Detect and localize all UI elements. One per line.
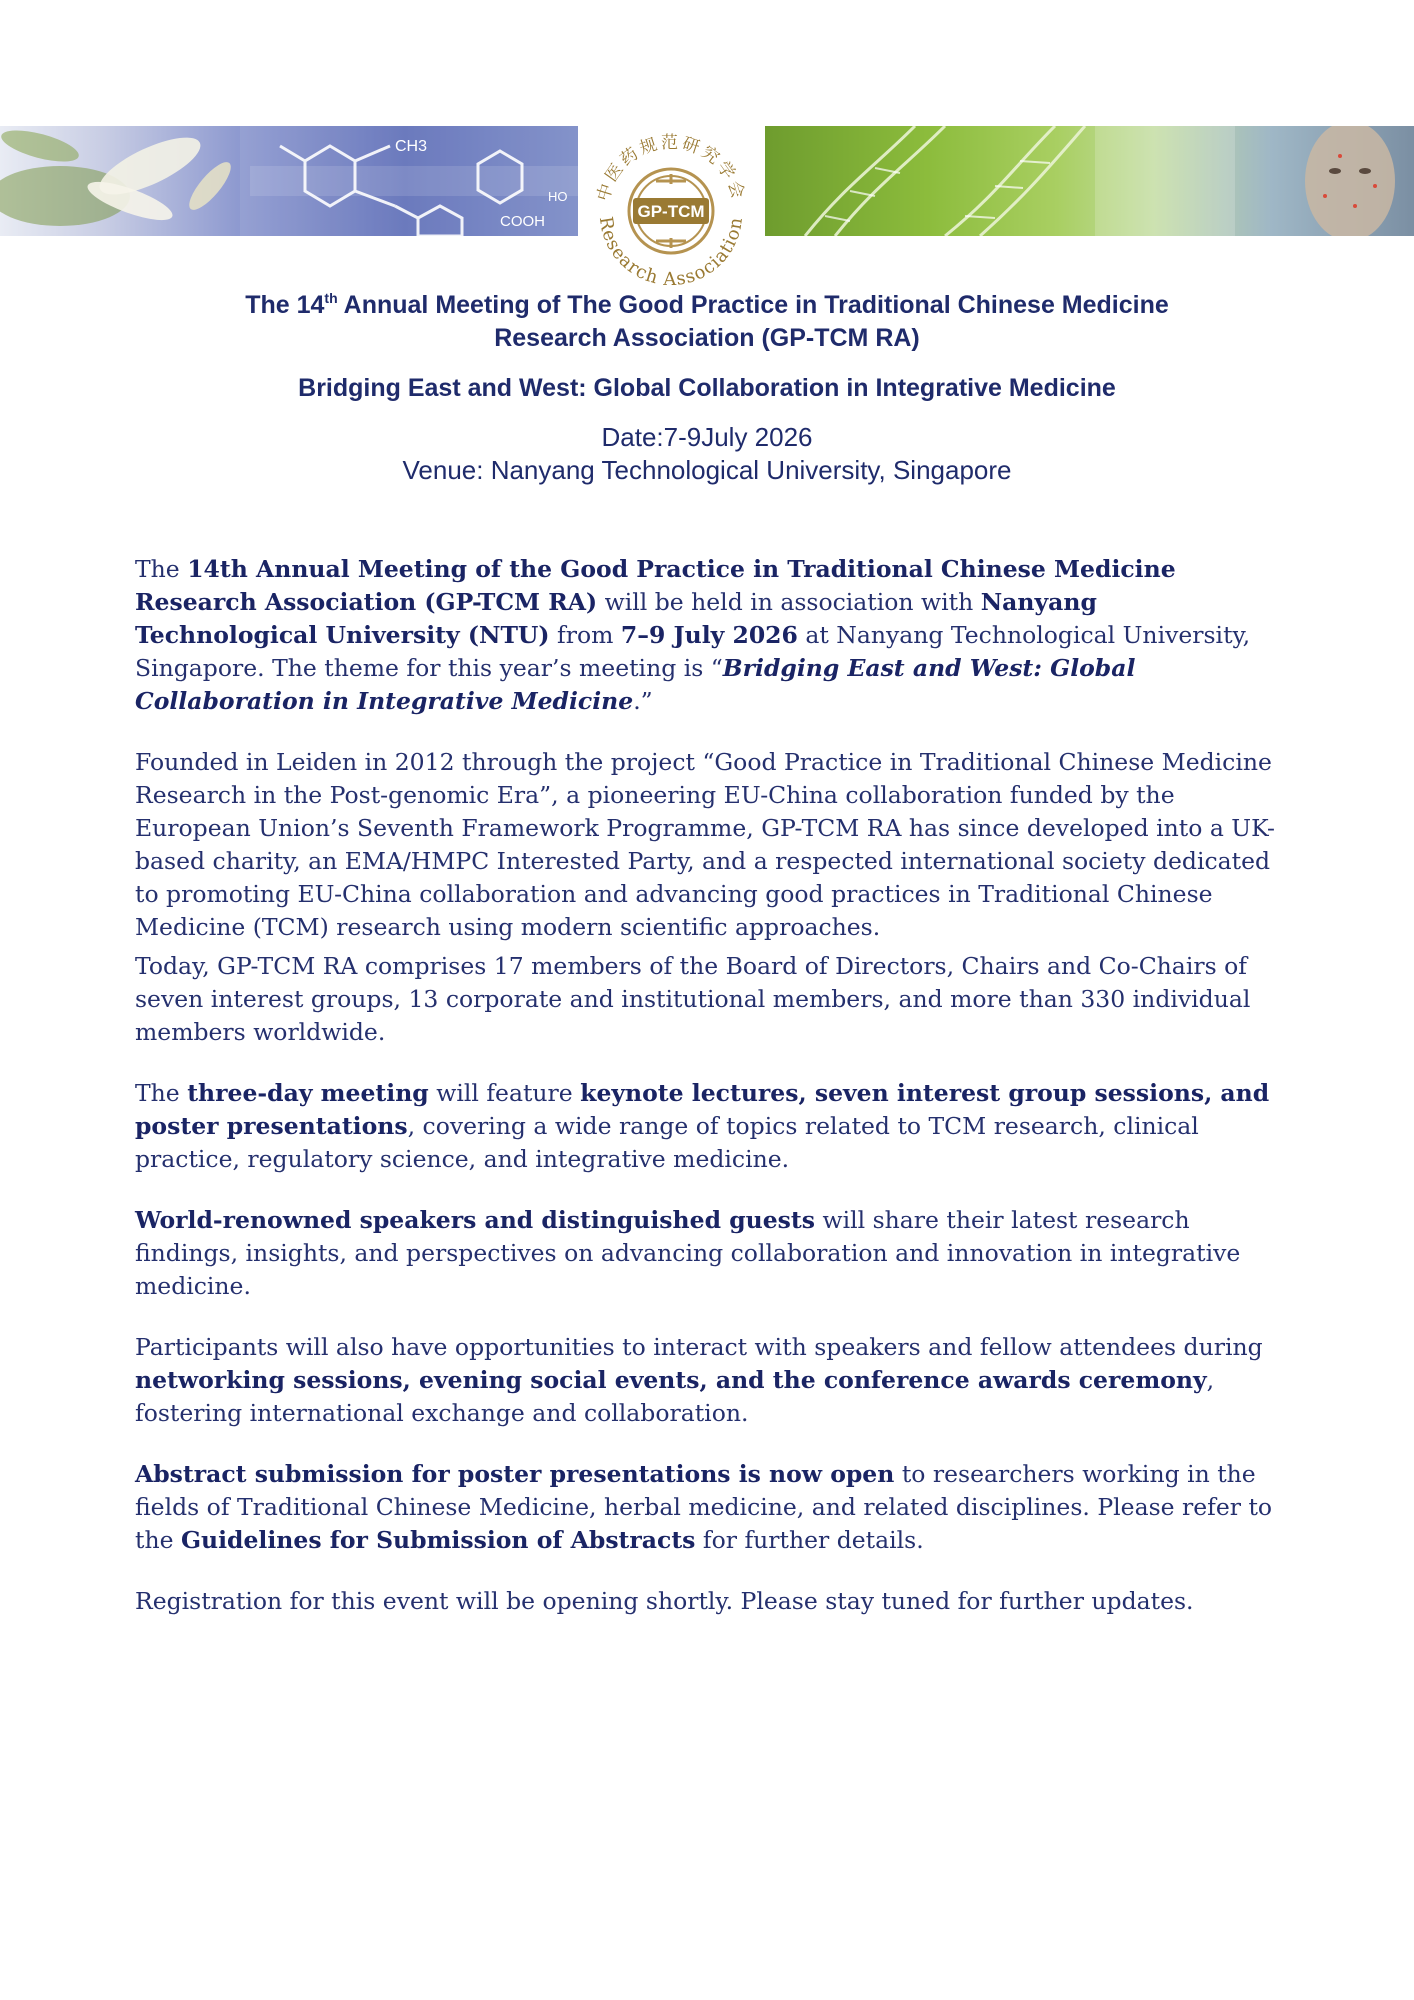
bold-text: three-day meeting [187, 1079, 429, 1107]
title-superscript: th [324, 290, 338, 306]
bold-text: Nanyang Technological University (NTU) [135, 588, 1097, 649]
participants-paragraph [135, 1331, 1285, 1430]
today-paragraph: Today, GP-TCM RA comprises 17 members of the Board of Directors, Chairs and Co-Chairs of seven interest groups, 13 corporate and institutional members, and more than 330 individual members worldwide. [135, 952, 1251, 1046]
title-rest: Annual Meeting of The Good Practice in Traditional Chinese Medicine [337, 291, 1169, 319]
theme-italic: Bridging East and West: Global Collaboration in Integrative Medicine [135, 654, 1136, 715]
text: The [135, 555, 188, 583]
logo-ring-english: Research Association [594, 215, 748, 291]
text: to researchers working in the fields of Traditional Chinese Medicine, herbal medicine, and related disciplines. Please refer to the [135, 1460, 1273, 1554]
bold-text: 7–9 July 2026 [620, 621, 798, 649]
registration-paragraph: Registration for this event will be opening shortly. Please stay tuned for further updates. [135, 1587, 1194, 1615]
intro-paragraph [135, 553, 1285, 718]
meeting-venue: Venue: Nanyang Technological University, Singapore [402, 455, 1012, 485]
header-banner [0, 126, 1414, 291]
text: Participants will also have opportunities to interact with speakers and fellow attendees during [135, 1333, 1263, 1361]
speakers-paragraph [135, 1204, 1285, 1303]
bold-text: networking sessions, evening social events, and the conference awards ceremony [135, 1366, 1207, 1394]
chem-label-ho: HO [548, 189, 568, 204]
text: will feature [428, 1079, 581, 1107]
announcement-body [135, 553, 1285, 1646]
gp-tcm-logo [578, 126, 765, 296]
meeting-date: Date:7-9July 2026 [601, 422, 813, 452]
text: will be held in association with [597, 588, 981, 616]
founded-paragraph: Founded in Leiden in 2012 through the project “Good Practice in Traditional Chinese Medicine Research in the Post-genomic Era”, a pioneering EU-China collaboration funded by the European Union’s Seventh Framework Programme, GP-TCM RA has since developed into a UK-based charity, an EMA/HMPC Interested Party, and a respected international society dedicated to promoting EU-China collaboration and advancing good practices in Traditional Chinese Medicine (TCM) research using modern scientific approaches. [135, 748, 1275, 941]
meeting-title [0, 289, 1414, 355]
bold-text: keynote lectures, seven interest group sessions, and poster presentations [135, 1079, 1270, 1140]
text: The [135, 1079, 188, 1107]
banner-dna-image [765, 126, 1414, 236]
banner-chemistry-image [0, 126, 578, 236]
text: , fostering international exchange and collaboration. [135, 1366, 1215, 1427]
meeting-paragraph [135, 1077, 1285, 1176]
text: .” [633, 687, 653, 715]
guidelines-link-text: Guidelines for Submission of Abstracts [180, 1526, 696, 1554]
text: at Nanyang Technological University, Singapore. The theme for this year’s meeting is “ [135, 621, 1251, 682]
logo-text: GP-TCM [637, 202, 705, 221]
abstract-paragraph [135, 1458, 1285, 1557]
meeting-theme: Bridging East and West: Global Collaboration in Integrative Medicine [298, 374, 1116, 402]
meeting-title-line1 [0, 289, 1414, 322]
text: will share their latest research findings, insights, and perspectives on advancing collaboration and innovation in integrative medicine. [135, 1206, 1241, 1300]
chem-label-cooh: COOH [500, 213, 545, 230]
meeting-title-line2: Research Association (GP-TCM RA) [494, 324, 920, 352]
bold-text: 14th Annual Meeting of the Good Practice in Traditional Chinese Medicine Research Association (GP-TCM RA) [135, 555, 1176, 616]
text: , covering a wide range of topics related to TCM research, clinical practice, regulatory science, and integrative medicine. [135, 1112, 1199, 1173]
logo-ring-chinese: 中医药规范研究学会 [593, 133, 749, 204]
chem-label-ch3: CH3 [395, 138, 428, 155]
text: from [549, 621, 621, 649]
title-prefix: The 14 [245, 291, 325, 319]
meeting-date-venue [0, 421, 1414, 487]
bold-text: Abstract submission for poster presentations is now open [135, 1460, 895, 1488]
bold-text: World-renowned speakers and distinguished guests [135, 1206, 815, 1234]
text: for further details. [695, 1526, 924, 1554]
